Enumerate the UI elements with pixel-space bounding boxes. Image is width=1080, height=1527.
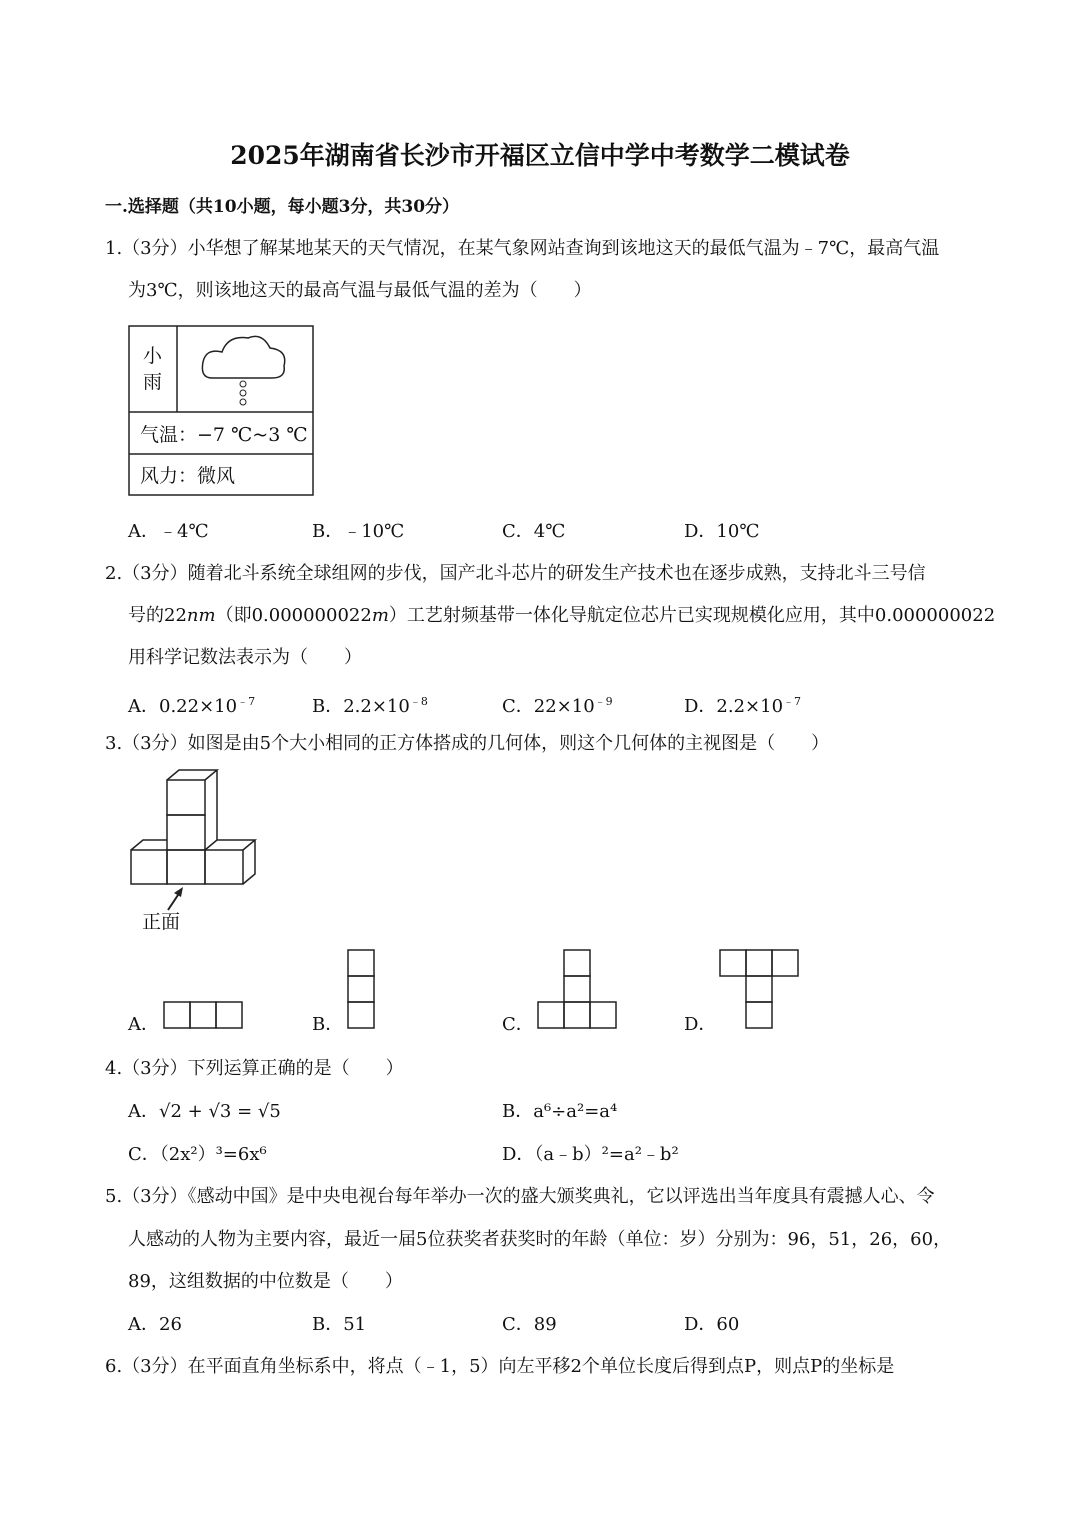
- q3-option-a: A．: [128, 1014, 159, 1035]
- q2-line3: 用科学记数法表示为（ ）: [128, 647, 362, 668]
- q5-line1: 5.（3分）《感动中国》是中央电视台每年举办一次的盛大颁奖典礼，它以评选出当年度具有震撼人心、令: [105, 1186, 935, 1207]
- q2-option-b: B．$2.2\times 10^{﹣8}$: [312, 695, 428, 717]
- q2-line2: 号的22nm（即0.000000022m）工艺射频基带一体化导航定位芯片已实现规模化应用，其中0.000000022: [128, 605, 996, 626]
- q1-option-c: C．4℃: [502, 521, 566, 542]
- cloud-icon: [202, 336, 284, 378]
- q5-option-c: C．89: [502, 1314, 557, 1335]
- q4-option-c: C．（2x²）³=6x⁶: [128, 1144, 267, 1165]
- q6-line1: 6.（3分）在平面直角坐标系中，将点（﹣1，5）向左平移2个单位长度后得到点P，则点P的坐标是: [105, 1356, 895, 1377]
- q5-line3: 89，这组数据的中位数是（ ）: [128, 1271, 403, 1292]
- q3-option-b: B．: [312, 1014, 344, 1035]
- q4-option-d: D．（a﹣b）²=a²﹣b²: [502, 1144, 679, 1165]
- q5-option-b: B．51: [312, 1314, 367, 1335]
- section-header: 一.选择题（共10小题，每小题3分，共30分）: [105, 197, 460, 217]
- q5-line2: 人感动的人物为主要内容，最近一届5位获奖者获奖时的年龄（单位：岁）分别为：96，51，26，60，: [128, 1229, 952, 1250]
- q4-option-b: B．a⁶÷a²=a⁴: [502, 1101, 618, 1122]
- q3-option-d: D．: [684, 1014, 717, 1035]
- q3-option-figures: [0, 0, 1, 1]
- q2-line1: 2.（3分）随着北斗系统全球组网的步伐，国产北斗芯片的研发生产技术也在逐步成熟，支持北斗三号信: [105, 563, 926, 584]
- q1-line2: 为3℃，则该地这天的最高气温与最低气温的差为（ ）: [128, 280, 592, 301]
- q1-option-a: A．﹣4℃: [128, 521, 209, 542]
- q1-option-b: B．﹣10℃: [312, 521, 405, 542]
- q1-line1: 1.（3分）小华想了解某地某天的天气情况，在某气象网站查询到该地这天的最低气温为﹣7℃，最高气温: [105, 238, 940, 259]
- page-title: 2025年湖南省长沙市开福区立信中学中考数学二模试卷: [230, 141, 850, 170]
- q4-option-a: A．√2 + √3 = √5: [128, 1101, 281, 1122]
- q3-line1: 3.（3分）如图是由5个大小相同的正方体搭成的几何体，则这个几何体的主视图是（ ）: [105, 733, 830, 754]
- q4-line1: 4.（3分）下列运算正确的是（ ）: [105, 1058, 404, 1079]
- temperature-label: 气温：−7 ℃~3 ℃: [140, 424, 308, 446]
- q5-option-a: A．26: [128, 1314, 182, 1335]
- q5-option-d: D．60: [684, 1314, 740, 1335]
- weather-label: 小雨: [143, 345, 163, 393]
- q2-option-a: A．$0.22\times 10^{﹣7}$: [128, 695, 256, 717]
- front-label: 正面: [142, 911, 181, 933]
- q1-option-d: D．10℃: [684, 521, 760, 542]
- wind-label: 风力：微风: [140, 465, 236, 487]
- q3-option-c: C．: [502, 1014, 534, 1035]
- q2-option-d: D．$2.2\times 10^{﹣7}$: [684, 695, 802, 717]
- q2-option-c: C．$22\times 10^{﹣9}$: [502, 695, 613, 717]
